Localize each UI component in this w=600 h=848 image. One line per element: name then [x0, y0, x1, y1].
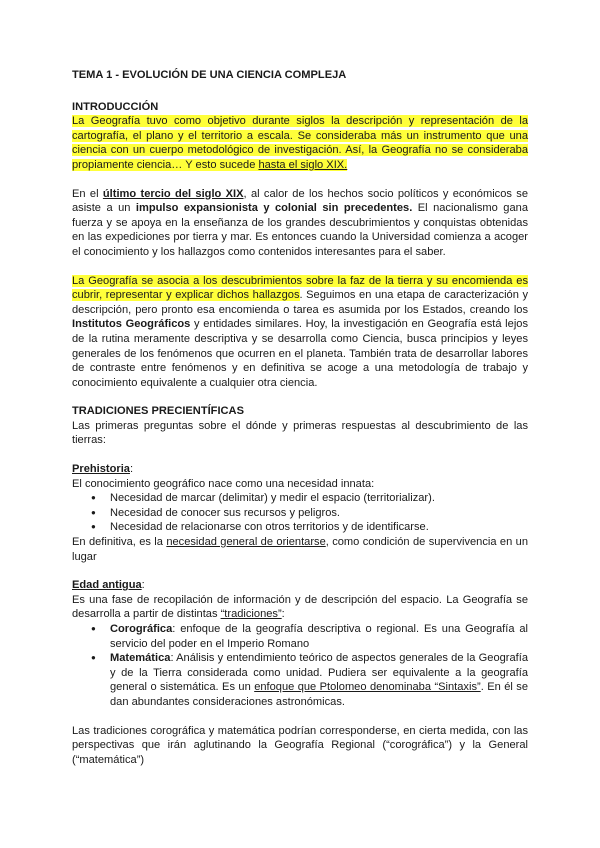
underlined-text: enfoque que Ptolomeo denominaba “Sintaxis” [254, 681, 481, 694]
tradiciones-intro: Las primeras preguntas sobre el dónde y primeras respuestas al descubrimiento de las tierras: [72, 419, 528, 447]
intro-paragraph-3: La Geografía se asocia a los descubrimientos sobre la faz de la tierra y su encomienda es cubrir, representar y explicar dichos hallazgos. Seguimos en una etapa de caracterización y descripción, pero pronto esa encomienda o tarea es asumida por los Estados, creando los Institutos Geográficos y entidades similares. Hoy, la investigación en Geografía está lejos de la rutina meramente descriptiva y se desarrolla como Ciencia, busca principios y leyes generales de los fenómenos que ocurren en el planeta. También trata de desarrollar labores de contraste entre fenómenos y en definitiva se acoge a una metodología de trabajo y conocimiento equivalente a cualquier otra ciencia. [72, 274, 528, 389]
edad-antigua-line: Es una fase de recopilación de información y de descripción del espacio. La Geografía se desarrolla a partir de distintas “tradiciones”: [72, 593, 528, 621]
prehistoria-conclusion: En definitiva, es la necesidad general de orientarse, como condición de supervivencia en un lugar [72, 536, 528, 563]
edad-antigua-list [72, 622, 528, 710]
highlighted-text: La Geografía se asocia a los descubrimientos sobre la faz de la tierra y su encomienda es cubrir, representar y explicar dichos hallazgos [72, 274, 528, 302]
underlined-text: necesidad general de orientarse [166, 536, 326, 549]
edad-antigua-heading: Edad antigua: [72, 579, 145, 592]
list-item: ● Necesidad de marcar (delimitar) y medir el espacio (territorializar). [110, 491, 528, 506]
bold-text: impulso expansionista y colonial sin precedentes. [135, 202, 413, 215]
underlined-text: hasta el siglo XIX. [258, 158, 348, 171]
intro-heading: INTRODUCCIÓN [72, 100, 159, 113]
prehistoria-list [72, 491, 528, 535]
intro-paragraph-1 [72, 114, 528, 172]
bold-text: Institutos Geográficos [72, 318, 191, 331]
highlighted-text: La Geografía tuvo como objetivo durante siglos la descripción y representación de la cartografía, el plano y el territorio a escala. Se consideraba más un instrumento que una ciencia con un cuerpo metodológico de investigación. Así, la Geografía no se consideraba propiamente ciencia… Y esto sucede hasta el siglo XIX. [72, 115, 528, 171]
list-item: ● Necesidad de relacionarse con otros territorios y de identificarse. [110, 520, 528, 535]
tradiciones-heading: TRADICIONES PRECIENTÍFICAS [72, 405, 244, 418]
document-title: TEMA 1 - EVOLUCIÓN DE UNA CIENCIA COMPLEJA [72, 69, 347, 81]
intro-paragraph-2: En el último tercio del siglo XIX, al calor de los hechos socio políticos y económicos se asiste a un impulso expansionista y colonial sin precedentes. El nacionalismo gana fuerza y se apoya en la enseñanza de los grandes descubrimientos y conquistas obtenidas en las expediciones por tierra y mar. Es entonces cuando la Universidad comienza a acoger el conocimiento y los hallazgos como contenidos interesantes para el saber. [72, 187, 529, 258]
closing-paragraph: Las tradiciones corográfica y matemática podrían corresponderse, en cierta medida, con las perspectivas que irán aglutinando la Geografía Regional (“corográfica”) y la General (“matemática”) [72, 724, 528, 766]
prehistoria-heading: Prehistoria: [72, 463, 134, 476]
list-item: ● Necesidad de conocer sus recursos y peligros. [110, 506, 528, 521]
underlined-text: “tradiciones” [220, 608, 282, 621]
prehistoria-line: El conocimiento geográfico nace como una necesidad innata: [72, 477, 375, 490]
bold-underlined-text: último tercio del siglo XIX [102, 187, 244, 200]
list-item: ● Matemática: Análisis y entendimiento teórico de aspectos generales de la Geografía y de la Tierra considerada como unidad. Pudiera ser equivalente a la geografía general o sistemática. Es un enfoque que Ptolomeo denominaba “Sintaxis”. En él se dan abundantes consideraciones astronómicas. [110, 651, 528, 709]
list-item: ● Corográfica: enfoque de la geografía descriptiva o regional. Es una Geografía al servicio del poder en el Imperio Romano [110, 622, 528, 651]
